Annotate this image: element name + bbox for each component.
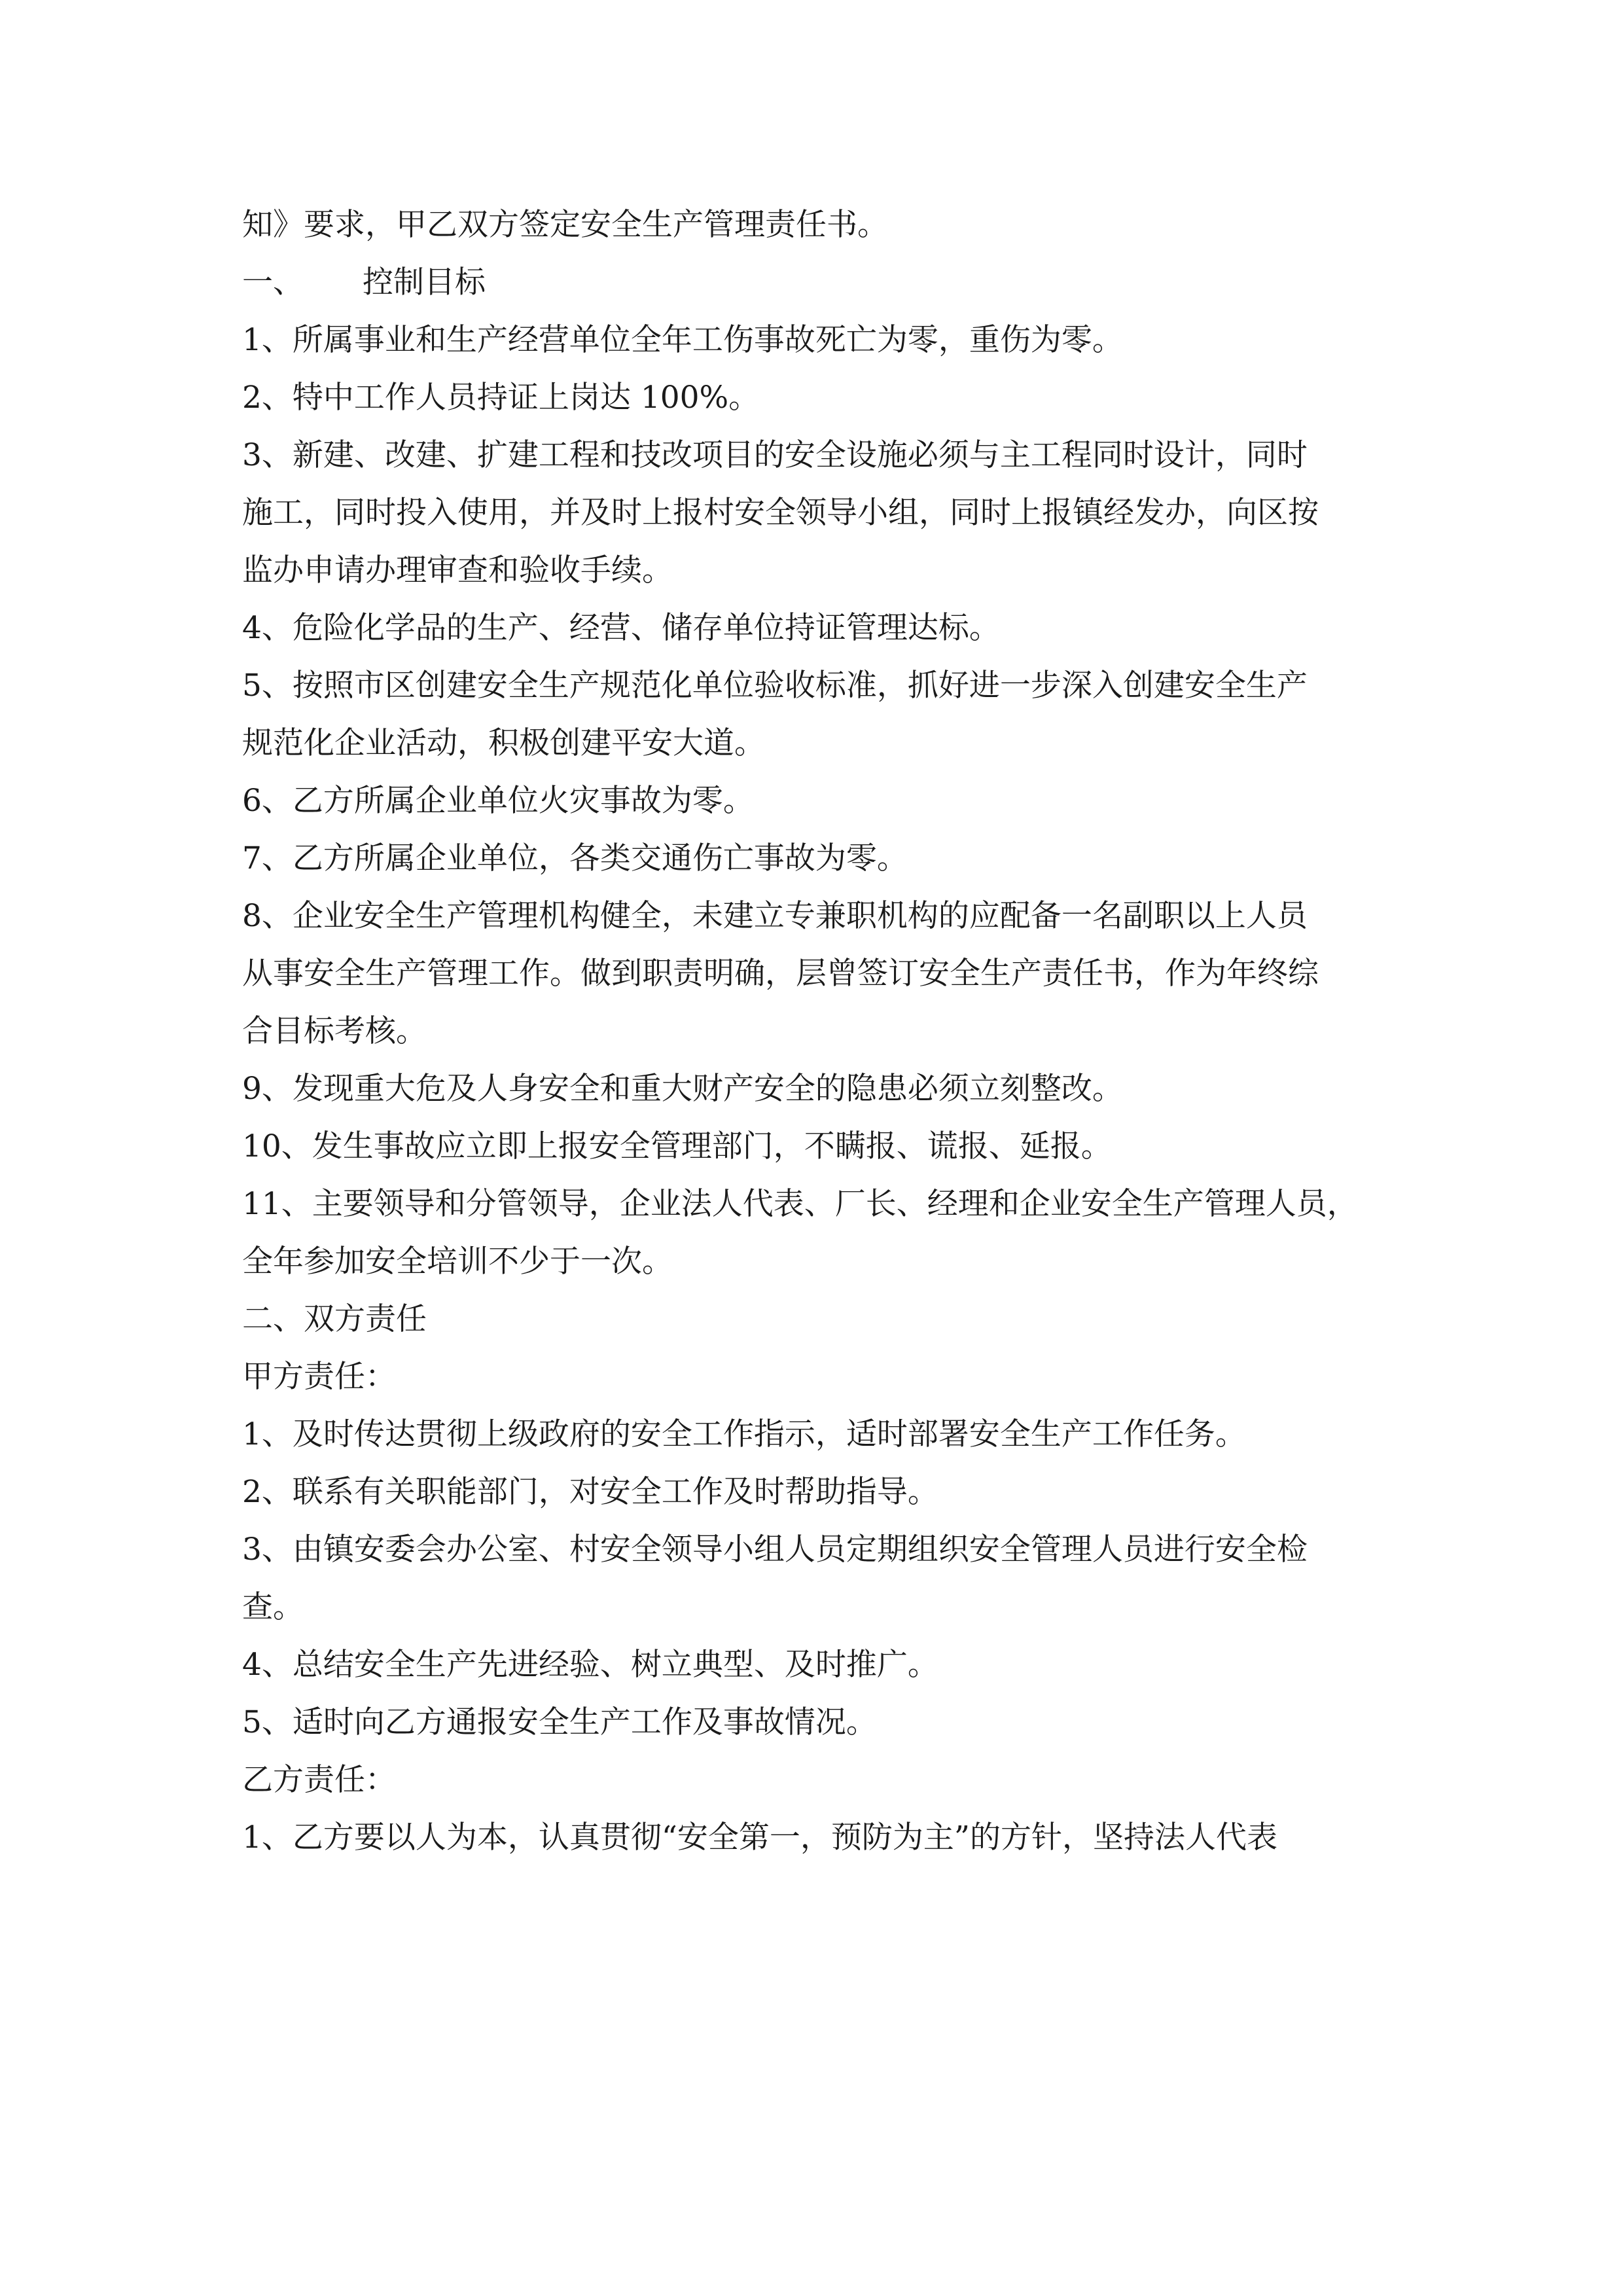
list-item-continued: 施工，同时投入使用，并及时上报村安全领导小组，同时上报镇经发办，向区按: [242, 495, 1319, 531]
list-item: 8、企业安全生产管理机构健全，未建立专兼职机构的应配备一名副职以上人员: [242, 898, 1308, 934]
subheading-party-b: 乙方责任：: [242, 1762, 396, 1798]
section-number: 一、: [242, 264, 304, 300]
list-item-continued: 查。: [242, 1589, 304, 1625]
list-item: 10、发生事故应立即上报安全管理部门，不瞒报、谎报、延报。: [242, 1128, 1112, 1164]
paragraph-line: 知》要求，甲乙双方签定安全生产管理责任书。: [242, 207, 888, 243]
list-item: 9、发现重大危及人身安全和重大财产安全的隐患必须立刻整改。: [242, 1071, 1123, 1107]
list-item: 3、新建、改建、扩建工程和技改项目的安全设施必须与主工程同时设计，同时: [242, 437, 1308, 473]
document-body: [242, 196, 1394, 1867]
list-item: 3、由镇安委会办公室、村安全领导小组人员定期组织安全管理人员进行安全检: [242, 1532, 1308, 1568]
list-item: 5、按照市区创建安全生产规范化单位验收标准，抓好进一步深入创建安全生产: [242, 668, 1308, 704]
section-title: 控制目标: [363, 264, 486, 300]
list-item: 2、联系有关职能部门，对安全工作及时帮助指导。: [242, 1474, 938, 1510]
section-heading-responsibilities: 二、双方责任: [242, 1301, 427, 1337]
list-item-continued: 监办申请办理审查和验收手续。: [242, 552, 673, 588]
list-item-continued: 从事安全生产管理工作。做到职责明确，层曾签订安全生产责任书，作为年终综: [242, 956, 1319, 992]
list-item: 5、适时向乙方通报安全生产工作及事故情况。: [242, 1704, 877, 1740]
list-item: 6、乙方所属企业单位火灾事故为零。: [242, 783, 754, 819]
list-item-continued: 合目标考核。: [242, 1013, 427, 1049]
list-item: 4、总结安全生产先进经验、树立典型、及时推广。: [242, 1647, 938, 1683]
list-item: 1、乙方要以人为本，认真贯彻“安全第一，预防为主”的方针，坚持法人代表: [242, 1820, 1277, 1856]
list-item: 4、危险化学品的生产、经营、储存单位持证管理达标。: [242, 610, 1000, 646]
list-item: 1、及时传达贯彻上级政府的安全工作指示，适时部署安全生产工作任务。: [242, 1416, 1246, 1452]
list-item: 2、特中工作人员持证上岗达 100%。: [242, 380, 760, 416]
list-item: 11、主要领导和分管领导，企业法人代表、厂长、经理和企业安全生产管理人员，: [242, 1186, 1358, 1222]
section-heading-control-targets: [242, 254, 1394, 312]
subheading-party-a: 甲方责任：: [242, 1359, 396, 1395]
list-item-continued: 全年参加安全培训不少于一次。: [242, 1244, 673, 1280]
list-item: 1、所属事业和生产经营单位全年工伤事故死亡为零，重伤为零。: [242, 322, 1123, 358]
list-item: 7、乙方所属企业单位，各类交通伤亡事故为零。: [242, 840, 908, 876]
list-item-continued: 规范化企业活动，积极创建平安大道。: [242, 725, 765, 761]
